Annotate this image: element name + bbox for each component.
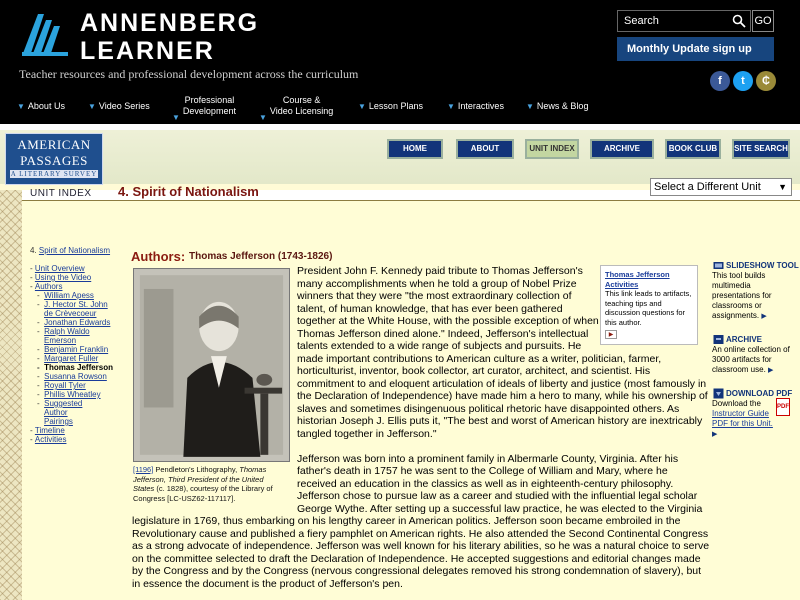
sidebar-author-fuller[interactable]: - Margaret Fuller	[37, 354, 99, 363]
bio-line: many accomplishments when he told a group of Nobel Prize	[297, 277, 577, 290]
jefferson-portrait-image[interactable]	[133, 268, 290, 462]
bio-line: historian Joseph J. Ellis puts it, "The best and worst of American history are inextricably	[297, 415, 703, 427]
twitter-icon[interactable]: t	[733, 71, 753, 91]
sidebar-author-crevecoeur-cont[interactable]: de Crèvecoeur	[44, 309, 97, 318]
go-button[interactable]: GO	[752, 10, 774, 32]
site-tagline: Teacher resources and professional development across the curriculum	[19, 67, 359, 81]
arrow-right-icon[interactable]: ▶	[761, 313, 767, 320]
dropdown-arrow-icon: ▼	[172, 113, 180, 122]
slideshow-icon[interactable]	[713, 260, 724, 271]
bio-line: Jefferson was born into a prominent family in Albermarle County, Virginia. After his	[297, 452, 679, 465]
download-icon[interactable]	[713, 388, 724, 399]
sidebar-suggested-pairings-2[interactable]: Author	[44, 408, 68, 417]
search-input[interactable]: Search	[617, 10, 751, 32]
sidebar-item-timeline[interactable]: - Timeline	[30, 426, 65, 435]
sidebar-item-activities[interactable]: - Activities	[30, 435, 67, 444]
bio-line: Thomas Jefferson dined alone." Indeed, Jefferson's intellectual	[297, 327, 589, 340]
sidebar-unit-link[interactable]: Spirit of Nationalism	[38, 246, 111, 255]
dropdown-arrow-icon: ▼	[526, 102, 534, 111]
facebook-icon[interactable]: f	[710, 71, 730, 91]
bio-line: in essence the document is the product of Jefferson's pen.	[132, 577, 403, 590]
bio-line: made important contributions to American culture as a writer, politician, farmer,	[297, 352, 662, 365]
authors-heading: Authors:	[131, 249, 186, 264]
bio-line: George Wythe. After setting up a successful law practice, he was elected to the Virginia	[297, 502, 703, 515]
bio-line: talent, of human knowledge, that has ever been gathered	[297, 302, 563, 315]
image-caption: [1196] Pendleton's Lithography, Thomas Jefferson, Third President of the United States (c. 1828), courtesy of the Library of Congress [LC-USZ62-117117].	[133, 465, 273, 503]
caption-artifact-link[interactable]: [1196]	[133, 465, 154, 474]
annenberg-logo-icon[interactable]	[18, 10, 72, 60]
logo-text-learner[interactable]: LEARNER	[80, 37, 215, 65]
logo-passages: PASSAGES	[20, 153, 88, 168]
bio-line: legislature in 1769, thus embarking on his lengthy career in American politics. Jefferson soon became embroiled in the	[132, 515, 681, 527]
slideshow-tool-description: This tool builds multimedia presentations for classrooms or assignments. ▶	[712, 271, 772, 320]
bio-line: by the Congress and by the Congress (nervous congressional delegates removed his strong condemnation of slavery), but	[132, 565, 702, 577]
bio-line: horticulturist, inventor, book collector, art curator, architect, and scientist. His	[297, 365, 651, 377]
unit-title: 4. Spirit of Nationalism	[118, 184, 259, 199]
bio-line: winners that they were "the most extraordinary collection of	[297, 290, 572, 302]
nav-site-search-button[interactable]: SITE SEARCH	[732, 139, 790, 159]
nav-course-licensing[interactable]: ▼Course & Video Licensing	[259, 95, 334, 122]
sidebar-author-wheatley[interactable]: - Phillis Wheatley	[37, 390, 101, 399]
unit-select-dropdown[interactable]: Select a Different Unit ▼	[650, 178, 792, 196]
activities-description: This link leads to artifacts, teaching tips and discussion questions for this author.	[605, 289, 692, 327]
sidebar-author-edwards[interactable]: - Jonathan Edwards	[37, 318, 111, 327]
logo-american: AMERICAN	[17, 137, 91, 152]
bio-line: talents extended to a wide range of subjects and pursuits. He	[297, 340, 582, 352]
download-pdf-title[interactable]: DOWNLOAD PDF	[726, 389, 793, 398]
bio-line: the Declaration of Independence) have made him a hero to many, while his ownership of	[297, 390, 708, 402]
decorative-pattern-strip	[0, 190, 22, 600]
dropdown-caret-icon: ▼	[778, 182, 787, 192]
sidebar-author-tyler[interactable]: - Royall Tyler	[37, 381, 86, 390]
nav-home-button[interactable]: HOME	[387, 139, 443, 159]
nav-video-series[interactable]: ▼ Video Series	[88, 101, 150, 111]
archive-description: An online collection of 3000 artifacts for classroom use. ▶	[712, 345, 790, 374]
bio-line: as a strong advocate of independence. Jefferson was well known for his literary abilities, so he was a natural choice to serve	[132, 540, 710, 552]
sidebar-suggested-pairings-3[interactable]: Pairings	[44, 417, 73, 426]
activities-go-icon[interactable]: ▶	[605, 330, 617, 339]
instructor-guide-link[interactable]: Instructor Guide PDF for this Unit.	[712, 409, 773, 428]
nav-lesson-plans[interactable]: ▼ Lesson Plans	[358, 101, 423, 111]
bio-line: together at the White House, with the possible exception of when	[297, 315, 599, 327]
nav-professional-development[interactable]: ▼Professional Development	[172, 95, 236, 122]
activities-link[interactable]: Thomas Jefferson Activities	[605, 270, 670, 289]
nav-archive-button[interactable]: ARCHIVE	[590, 139, 654, 159]
slideshow-tool-title[interactable]: SLIDESHOW TOOL	[726, 261, 799, 270]
logo-text-annenberg[interactable]: ANNENBERG	[80, 9, 260, 37]
arrow-right-icon[interactable]: ▶	[768, 367, 774, 374]
sidebar-unit-heading: 4. Spirit of Nationalism	[30, 246, 111, 255]
sidebar-author-rowson[interactable]: - Susanna Rowson	[37, 372, 107, 381]
site-header	[0, 0, 800, 124]
dropdown-arrow-icon: ▼	[358, 102, 366, 111]
nav-about-us[interactable]: ▼ About Us	[17, 101, 65, 111]
sidebar-suggested-pairings[interactable]: - Suggested	[37, 399, 83, 408]
american-passages-logo[interactable]	[5, 133, 103, 185]
download-pdf-description: Download the Instructor Guide PDF for this Unit. ▶	[712, 399, 773, 438]
sidebar-author-crevecoeur[interactable]: - J. Hector St. John	[37, 300, 108, 309]
arrow-right-icon[interactable]: ▶	[712, 431, 718, 438]
bio-line: Revolutionary cause and published a fiery pamphlet on American rights. He also attended the Second Continental Congress	[132, 527, 709, 540]
bio-line: slaves and sometimes disingenuous political rhetoric have disappointed others. As	[297, 402, 680, 415]
bio-line: Jefferson chose to pursue law as a career and studied with the influential legal scholar	[297, 490, 698, 502]
archive-icon[interactable]	[713, 334, 724, 345]
nav-unit-index-button[interactable]: UNIT INDEX	[525, 139, 579, 159]
search-icon[interactable]	[731, 13, 747, 29]
dropdown-arrow-icon: ▼	[88, 102, 96, 111]
author-name: Thomas Jefferson (1743-1826)	[189, 251, 333, 262]
bio-line: tangled together in Jefferson."	[297, 427, 437, 440]
sidebar-author-emerson-cont[interactable]: Emerson	[44, 336, 77, 345]
bio-line: President John F. Kennedy paid tribute to Thomas Jefferson's	[297, 265, 583, 277]
sidebar-item-using-the-video[interactable]: - Using the Video	[30, 273, 92, 282]
archive-title[interactable]: ARCHIVE	[726, 335, 763, 344]
dropdown-arrow-icon: ▼	[447, 102, 455, 111]
nav-news-blog[interactable]: ▼ News & Blog	[526, 101, 589, 111]
sidebar-author-apess[interactable]: - William Apess	[37, 291, 94, 300]
bio-line: received an education in the classics as well as in eighteenth-century philosophy.	[297, 477, 674, 490]
sidebar-item-unit-overview[interactable]: - Unit Overview	[30, 264, 85, 273]
header-divider	[22, 200, 800, 201]
cart-icon[interactable]: ₵	[756, 71, 776, 91]
nav-book-club-button[interactable]: BOOK CLUB	[665, 139, 721, 159]
monthly-update-button[interactable]: Monthly Update sign up	[617, 37, 774, 61]
sidebar-author-jefferson: - Thomas Jefferson	[37, 363, 114, 372]
bio-line: father's death in 1757 he was sent to the College of William and Mary, where he	[297, 465, 668, 477]
dropdown-arrow-icon: ▼	[259, 113, 267, 122]
sidebar-author-franklin[interactable]: - Benjamin Franklin	[37, 345, 109, 354]
bio-line: on the committee selected to draft the Declaration of Independence. He accepted suggestions and editorial changes made	[132, 552, 701, 565]
main-nav	[0, 90, 800, 120]
nav-about-button[interactable]: ABOUT	[456, 139, 514, 159]
sidebar-item-authors[interactable]: - Authors	[30, 282, 63, 291]
bio-line: commitment to and eloquent articulation of ideals of liberty and justice (most famously in	[297, 377, 707, 390]
nav-interactives[interactable]: ▼ Interactives	[447, 101, 504, 111]
sidebar-author-emerson[interactable]: - Ralph Waldo	[37, 327, 90, 336]
activities-callout	[600, 265, 698, 345]
dropdown-arrow-icon: ▼	[17, 102, 25, 111]
unit-index-label: UNIT INDEX	[30, 188, 92, 199]
logo-literary-survey: A LITERARY SURVEY	[10, 170, 98, 178]
pdf-file-icon[interactable]: PDF	[776, 398, 790, 416]
